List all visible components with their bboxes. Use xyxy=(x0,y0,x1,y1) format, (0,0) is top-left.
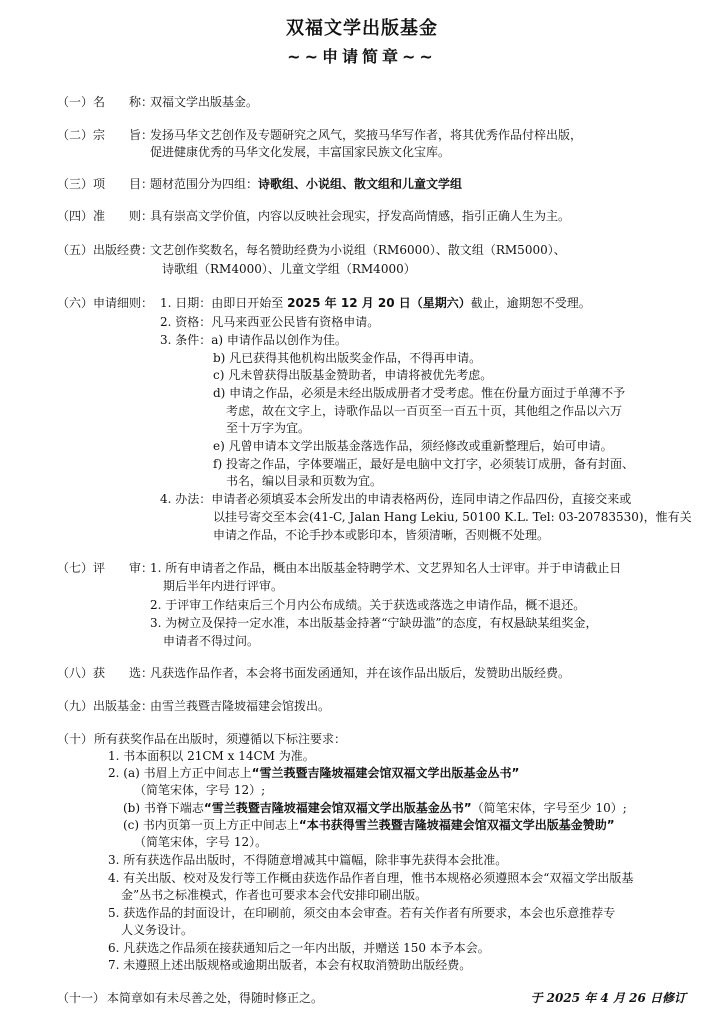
section-text-funding-line: 文艺创作奖数名，每名赞助经费为小说组（RM6000）、散文组（RM5000）、 xyxy=(150,243,566,257)
publishing-item-content: 3. 所有获选作品出版时，不得随意增减其中篇幅，除非事先获得本会批准。 xyxy=(108,853,508,867)
rules-item-method: 以挂号寄交至本会(41-C, Jalan Hang Lekiu, 50100 K.L. Tel: 03-20783530)，惟有关 xyxy=(213,510,692,524)
rules-date-intro: 1. 日期：由即日开始至 xyxy=(160,296,288,310)
section-text-name: 双福文学出版基金。 xyxy=(150,95,259,109)
section-label-criteria: （四）准 则： xyxy=(57,209,154,223)
section-text-fund-source: 由雪兰莪暨吉隆坡福建会馆拨出。 xyxy=(150,699,331,713)
rules-item-conditions: 3. 条件：a) 申请作品以创作为佳。 xyxy=(160,333,347,347)
rules-item-method: 4. 办法：申请者必须填妥本会所发出的申请表格两份，连同申请之作品四份，直接交来或 xyxy=(160,492,632,506)
publishing-item-inner-page xyxy=(123,817,615,833)
rules-item-method: 申请之作品，不论手抄本或影印本，皆须清晰，否则概不处理。 xyxy=(213,528,550,542)
spine-text: “雪兰莪暨吉隆坡福建会馆双福文学出版基金丛书” xyxy=(203,801,472,815)
section-text-criteria: 具有崇高文学价值，内容以反映社会现实，抒发高尚情感，指引正确人生为主。 xyxy=(150,209,571,223)
review-item: 期后半年内进行评审。 xyxy=(163,579,284,593)
section-label-fund-source: （九）出版基金： xyxy=(57,699,154,713)
review-item: 1. 所有申请者之作品，概由本出版基金特聘学术、文艺界知名人士评审。并于申请截止日 xyxy=(150,561,622,575)
section-label-review: （七）评 审： xyxy=(57,561,154,575)
publishing-item-production: 金”丛书之标准模式，作者也可要求本会代安排印刷出版。 xyxy=(121,888,428,902)
section-text-purpose-line: 发扬马华文艺创作及专题研究之风气，奖掖马华写作者，将其优秀作品付梓出版， xyxy=(150,128,583,142)
rules-condition-d: d) 申请之作品，必须是未经出版成册者才受考虑。惟在份量方面过于单薄不予 xyxy=(213,386,626,400)
spine-note: （简笔宋体，字号至少 10）; xyxy=(471,801,627,815)
rules-condition-c: c) 凡未曾获得出版基金赞助者，申请将被优先考虑。 xyxy=(213,368,493,382)
section-label-publishing: （十） xyxy=(57,732,94,746)
section-label-name: （一）名 称： xyxy=(57,95,154,109)
review-item: 2. 于评审工作结束后三个月内公布成绩。关于获选或落选之申请作品，概不退还。 xyxy=(150,598,586,612)
section-label-rules: （六）申请细则： xyxy=(57,296,154,310)
publishing-item-cover: 5. 获选作品的封面设计，在印刷前，须交由本会审查。若有关作者有所要求，本会也乐意推荐专 xyxy=(108,906,616,920)
publishing-item-header xyxy=(108,765,519,781)
review-item: 申请者不得过问。 xyxy=(163,634,260,648)
header-text: “雪兰莪暨吉隆坡福建会馆双福文学出版基金丛书” xyxy=(251,766,520,780)
publishing-item-size: 1. 书本面积以 21CM x 14CM 为准。 xyxy=(108,749,315,763)
section-text-amendment: 本简章如有未尽善之处，得随时修正之。 xyxy=(107,991,324,1005)
section-label-amendment: （十一） xyxy=(57,991,106,1005)
review-item: 3. 为树立及保持一定水准，本出版基金持著“宁缺毋滥”的态度，有权悬缺某组奖金， xyxy=(150,616,598,630)
rules-condition-b: b) 凡已获得其他机构出版奖金作品，不得再申请。 xyxy=(213,351,482,365)
rules-item-date xyxy=(160,295,591,311)
rules-condition-d: 考虑，故在文字上，诗歌作品以一百页至一百五十页，其他组之作品以六万 xyxy=(226,404,623,418)
section-label-categories: （三）项 目： xyxy=(57,177,154,191)
publishing-item-spine xyxy=(123,800,627,816)
categories-list: 诗歌组、小说组、散文组和儿童文学组 xyxy=(258,177,463,191)
rules-item-eligibility: 2. 资格：凡马来西亚公民皆有资格申请。 xyxy=(160,315,380,329)
publishing-item-production: 4. 有关出版、校对及发行等工作概由获选作品作者自理，惟书本规格必须遵照本会“双福文学出版基 xyxy=(108,871,634,885)
publishing-item-deadline: 6. 凡获选之作品须在接获通知后之一年内出版，并赠送 150 本予本会。 xyxy=(108,941,490,955)
spine-label: (b) 书脊下端志 xyxy=(123,801,204,815)
section-label-selection: （八）获 选： xyxy=(57,666,154,680)
document-subtitle: ~~申请简章~~ xyxy=(287,47,437,66)
section-text-categories xyxy=(150,176,462,192)
header-label: 2. (a) 书眉上方正中间志上 xyxy=(108,766,252,780)
inner-page-text: “本书获得雪兰莪暨吉隆坡福建会馆双福文学出版基金赞助” xyxy=(298,818,615,832)
rules-date-note: 截止，逾期恕不受理。 xyxy=(470,296,591,310)
rules-condition-d: 至十万字为宜。 xyxy=(226,421,311,435)
revision-date: 于 2025 年 4 月 26 日修订 xyxy=(530,991,686,1005)
section-text-funding-line: 诗歌组（RM4000）、儿童文学组（RM4000） xyxy=(162,262,416,276)
section-text-purpose-line: 促进健康优秀的马华文化发展，丰富国家民族文化宝库。 xyxy=(150,145,451,159)
rules-condition-f: f) 投寄之作品，字体要端正，最好是电脑中文打字，必须装订成册，备有封面、 xyxy=(213,457,634,471)
publishing-item-inner-page-note: （简笔宋体，字号 12）。 xyxy=(134,835,268,849)
rules-condition-f: 书名，编以目录和页数为宜。 xyxy=(226,474,383,488)
section-label-purpose: （二）宗 旨： xyxy=(57,128,154,142)
section-text-publishing: 所有获奖作品在出版时，须遵循以下标注要求： xyxy=(94,732,347,746)
section-label-funding: （五）出版经费： xyxy=(57,243,154,257)
categories-intro: 题材范围分为四组： xyxy=(150,177,259,191)
rules-condition-e: e) 凡曾申请本文学出版基金落选作品，须经修改或重新整理后，始可申请。 xyxy=(213,439,613,453)
rules-deadline: 2025 年 12 月 20 日（星期六） xyxy=(287,296,471,310)
section-text-selection: 凡获选作品作者，本会将书面发函通知，并在该作品出版后，发赞助出版经费。 xyxy=(150,666,571,680)
publishing-item-cover: 人义务设计。 xyxy=(121,923,194,937)
inner-page-label: (c) 书内页第一页上方正中间志上 xyxy=(123,818,299,832)
publishing-item-header-note: （简笔宋体，字号 12）; xyxy=(134,783,266,797)
publishing-item-penalty: 7. 未遵照上述出版规格或逾期出版者，本会有权取消赞助出版经费。 xyxy=(108,958,472,972)
document-title: 双福文学出版基金 xyxy=(286,18,438,39)
